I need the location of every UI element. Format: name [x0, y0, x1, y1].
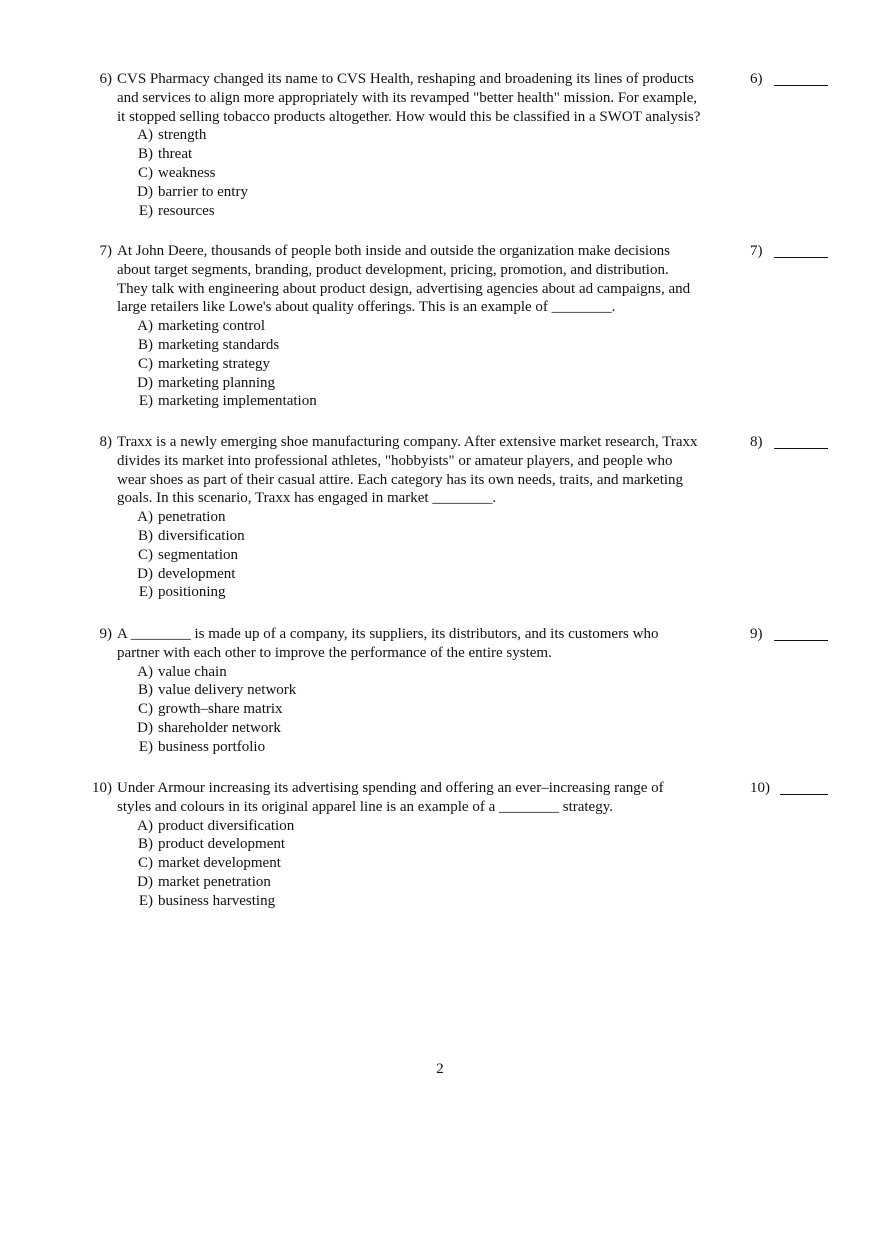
choice-c[interactable]	[117, 854, 517, 873]
choice-text: development	[158, 565, 236, 582]
choice-text: resources	[158, 202, 215, 219]
choice-e[interactable]	[117, 892, 517, 911]
choice-e[interactable]	[117, 583, 517, 602]
choice-text: diversification	[158, 527, 245, 544]
choice-d[interactable]	[117, 183, 517, 202]
choice-d[interactable]	[117, 719, 517, 738]
choice-text: growth–share matrix	[158, 701, 283, 718]
choice-letter: E)	[138, 393, 153, 410]
choice-b[interactable]	[117, 145, 517, 164]
choice-text: shareholder network	[158, 719, 281, 736]
choice-letter: B)	[138, 836, 153, 853]
choice-b[interactable]	[117, 835, 517, 854]
choice-letter: B)	[138, 682, 153, 699]
choice-text: penetration	[158, 509, 226, 526]
choice-b[interactable]	[117, 336, 517, 355]
choice-letter: B)	[138, 146, 153, 163]
choice-letter: A)	[137, 817, 153, 834]
choice-letter: A)	[137, 127, 153, 144]
answer-blank[interactable]	[750, 70, 830, 90]
choice-list	[117, 663, 517, 757]
answer-label: 6)	[750, 71, 763, 87]
choice-text: positioning	[158, 584, 226, 601]
choice-c[interactable]	[117, 546, 517, 565]
choice-text: business portfolio	[158, 738, 266, 755]
answer-blank[interactable]	[750, 242, 830, 262]
choice-e[interactable]	[117, 202, 517, 221]
answer-label: 8)	[750, 434, 763, 450]
answer-blank[interactable]	[750, 625, 830, 645]
choice-a[interactable]	[117, 508, 517, 527]
choice-e[interactable]	[117, 392, 517, 411]
question-stem: A ________ is made up of a company, its suppliers, its distributors, and its customers who partner with each other to improve the performance of the entire system.	[117, 626, 659, 661]
choice-text: business harvesting	[158, 892, 276, 909]
choice-text: marketing implementation	[158, 393, 317, 410]
choice-a[interactable]	[117, 126, 517, 145]
question-number: 10)	[92, 780, 112, 796]
choice-text: marketing standards	[158, 336, 280, 353]
choice-c[interactable]	[117, 355, 517, 374]
choice-letter: A)	[137, 318, 153, 335]
question-stem: At John Deere, thousands of people both inside and outside the organization make decisions about target segments, branding, product development, pricing, promotion, and distribution. They talk with engineering about product design, advertising agencies about ad campaigns, and large retailers like Lowe's about quality offerings. This is an example of ________.	[117, 243, 691, 316]
choice-c[interactable]	[117, 164, 517, 183]
choice-list	[117, 317, 517, 411]
choice-text: strength	[158, 127, 207, 144]
choice-letter: C)	[138, 546, 153, 563]
choice-text: product development	[158, 836, 286, 853]
choice-d[interactable]	[117, 374, 517, 393]
answer-label: 10)	[750, 780, 770, 796]
question-number: 6)	[99, 71, 112, 87]
choice-letter: D)	[137, 183, 153, 200]
choice-a[interactable]	[117, 817, 517, 836]
choice-text: threat	[158, 146, 193, 163]
choice-list	[117, 817, 517, 911]
choice-letter: D)	[137, 565, 153, 582]
choice-b[interactable]	[117, 681, 517, 700]
answer-line	[780, 794, 828, 795]
choice-text: marketing strategy	[158, 355, 271, 372]
choice-letter: E)	[138, 738, 153, 755]
choice-text: product diversification	[158, 817, 295, 834]
answer-line	[774, 448, 828, 449]
choice-a[interactable]	[117, 317, 517, 336]
choice-letter: D)	[137, 873, 153, 890]
choice-letter: B)	[138, 336, 153, 353]
choice-letter: E)	[138, 584, 153, 601]
choice-letter: A)	[137, 663, 153, 680]
choice-letter: D)	[137, 719, 153, 736]
choice-letter: C)	[138, 164, 153, 181]
question-number: 9)	[99, 626, 112, 642]
choice-text: market penetration	[158, 873, 271, 890]
choice-letter: D)	[137, 374, 153, 391]
choice-text: segmentation	[158, 546, 238, 563]
choice-letter: C)	[138, 701, 153, 718]
choice-letter: E)	[138, 892, 153, 909]
choice-text: value delivery network	[158, 682, 297, 699]
question-stem: CVS Pharmacy changed its name to CVS Health, reshaping and broadening its lines of products and services to align more appropriately with its revamped "better health" mission. For example, it stopped selling tobacco products altogether. How would this be classified in a SWOT analysis?	[117, 71, 701, 125]
choice-d[interactable]	[117, 565, 517, 584]
answer-label: 7)	[750, 243, 763, 259]
answer-line	[774, 257, 828, 258]
answer-blank[interactable]	[750, 433, 830, 453]
choice-d[interactable]	[117, 873, 517, 892]
answer-blank[interactable]	[750, 779, 830, 799]
question-number: 7)	[99, 243, 112, 259]
choice-text: marketing planning	[158, 374, 276, 391]
choice-a[interactable]	[117, 663, 517, 682]
question-stem: Under Armour increasing its advertising spending and offering an ever–increasing range of styles and colours in its original apparel line is an example of a ________ strategy.	[117, 780, 664, 815]
choice-b[interactable]	[117, 527, 517, 546]
page-number: 2	[436, 1061, 444, 1077]
choice-text: weakness	[158, 164, 216, 181]
answer-line	[774, 640, 828, 641]
question-number: 8)	[99, 434, 112, 450]
choice-e[interactable]	[117, 738, 517, 757]
choice-letter: A)	[137, 509, 153, 526]
choice-text: marketing control	[158, 318, 266, 335]
choice-text: barrier to entry	[158, 183, 248, 200]
choice-list	[117, 508, 517, 602]
question-stem: Traxx is a newly emerging shoe manufacturing company. After extensive market research, Traxx divides its market into professional athletes, "hobbyists" or amateur players, and people who wear shoes as part of their casual attire. Each category has its own needs, traits, and marketing goals. In this scenario, Traxx has engaged in market ________.	[117, 434, 698, 507]
choice-letter: C)	[138, 855, 153, 872]
choice-letter: B)	[138, 527, 153, 544]
choice-c[interactable]	[117, 700, 517, 719]
answer-line	[774, 85, 828, 86]
choice-list	[117, 126, 517, 220]
answer-label: 9)	[750, 626, 763, 642]
choice-letter: C)	[138, 355, 153, 372]
choice-letter: E)	[138, 202, 153, 219]
choice-text: value chain	[158, 663, 227, 680]
choice-text: market development	[158, 855, 281, 872]
